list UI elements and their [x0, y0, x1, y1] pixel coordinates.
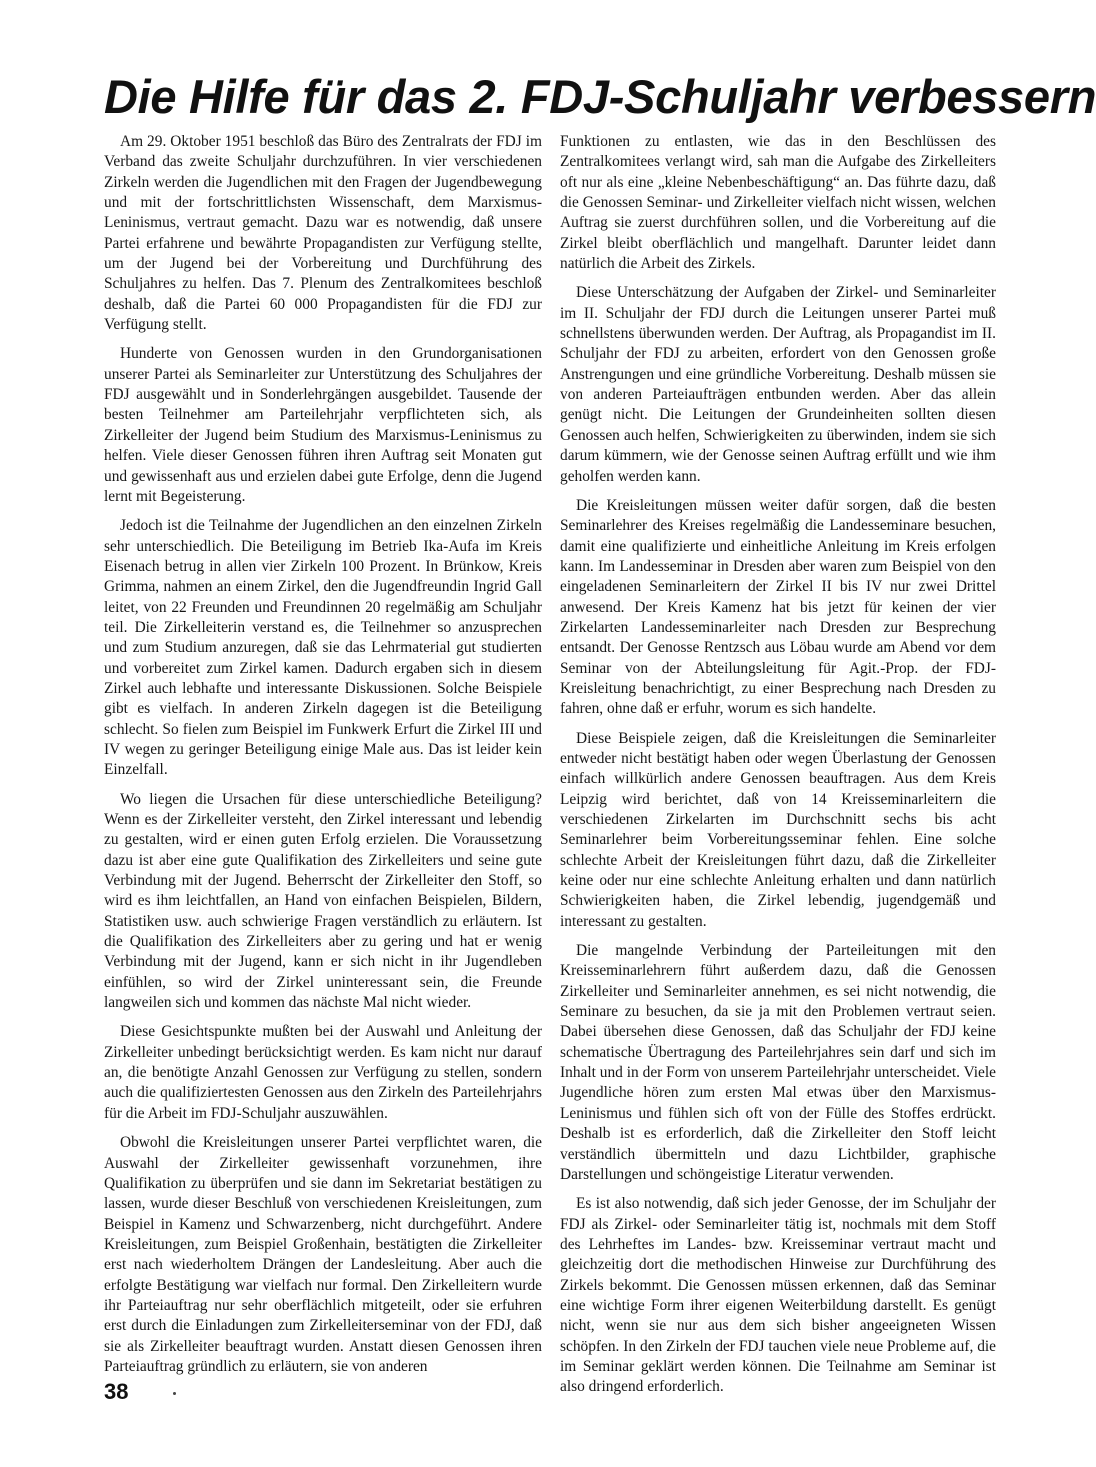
paragraph: Wo liegen die Ursachen für diese unterschiedliche Beteiligung? Wenn es der Zirkelleiter versteht, den Zirkel interessant und lebendig zu gestalten, wird er einen guten Erfolg erzielen. Die Voraussetzung dazu ist aber eine gute Qualifikation des Zirkelleiters und seine gute Verbindung mit der Jugend. Beherrscht der Zirkelleiter den Stoff, so wird es ihm leichtfallen, an Hand von einfachen Beispielen, Bildern, Statistiken usw. auch schwierige Fragen verständlich zu erläutern. Ist die Qualifikation des Zirkelleiters aber zu gering und hat er wenig Verbindung mit der Jugend, kann er sich nicht in ihr Jugendleben einfühlen, so wird der Zirkel uninteressant sein, die Freunde langweilen sich und kommen das nächste Mal nicht wieder. [104, 790, 542, 1012]
paragraph: Die Kreisleitungen müssen weiter dafür sorgen, daß die besten Seminarlehrer des Kreises regelmäßig die Landesseminare besuchen, damit eine qualifizierte und einheitliche Anleitung im Kreis erfolgen kann. Im Landesseminar in Dresden aber waren zum Beispiel von den eingeladenen Seminarleitern der Zirkel II bis IV nur zwei Drittel anwesend. Der Kreis Kamenz hat bis jetzt für keinen der vier Zirkelarten Landesseminarleiter nach Dresden zur Besprechung entsandt. Der Genosse Rentzsch aus Löbau wurde am Abend vor dem Seminar von der Abteilungsleitung für Agit.-Prop. der FDJ-Kreisleitung benachrichtigt, zu einer Besprechung nach Dresden zu fahren, ohne daß er erfuhr, worum es sich handelte. [560, 496, 996, 718]
print-speck [173, 1392, 176, 1395]
paragraph: Hunderte von Genossen wurden in den Grundorganisationen unserer Partei als Seminarleiter zur Unterstützung des Schuljahres der FDJ ausgewählt und in Sonderlehrgängen ausgebildet. Tausende der besten Teilnehmer am Parteilehrjahr verpflichteten sich, als Zirkelleiter der Jugend beim Studium des Marxismus-Leninismus zu helfen. Viele dieser Genossen führen ihren Auftrag seit Monaten gut und gewissenhaft aus und erzielen dabei gute Erfolge, denn die Jugend lernt mit Begeisterung. [104, 345, 542, 505]
paragraph: Diese Gesichtspunkte mußten bei der Auswahl und Anleitung der Zirkelleiter unbedingt berücksichtigt werden. Es kam nicht nur darauf an, die benötigte Anzahl Genossen zur Verfügung zu stellen, sondern auch die qualifiziertesten Genossen aus den Zirkeln des Parteilehrjahrs für die Arbeit im FDJ-Schuljahr auszuwählen. [104, 1023, 542, 1122]
right-text-column [560, 132, 996, 1396]
paragraph: Am 29. Oktober 1951 beschloß das Büro des Zentralrats der FDJ im Verband das zweite Schuljahr durchzuführen. In vier verschiedenen Zirkeln werden die Jugendlichen mit den Fragen der Jugendbewegung und mit der fortschrittlichsten Wissenschaft, dem Marxismus-Leninismus, vertraut gemacht. Dazu war es notwendig, daß unsere Partei erfahrene und bewährte Propagandisten zur Verfügung stellte, um der Jugend bei der Vorbereitung und Durchführung des Schuljahres zu helfen. Das 7. Plenum des Zentralkomitees beschloß deshalb, daß die Partei 60 000 Propagandisten für die FDJ zur Verfügung stellt. [104, 133, 542, 334]
left-text-column [104, 132, 542, 1375]
paragraph: Diese Unterschätzung der Aufgaben der Zirkel- und Seminarleiter im II. Schuljahr der FDJ durch die Leitungen unserer Partei muß schnellstens überwunden werden. Der Auftrag, als Propagandist im II. Schuljahr der FDJ zu arbeiten, erfordert von den Genossen große Anstrengungen und eine gründliche Vorbereitung. Deshalb müssen sie von anderen Parteiaufträgen entbunden werden. Aber das allein genügt nicht. Die Leitungen der Grundeinheiten sollten diesen Genossen auch helfen, Schwierigkeiten zu überwinden, indem sie sich darum kümmern, wie der Genosse seinen Auftrag erfüllt und wie ihm geholfen werden kann. [560, 284, 996, 485]
paragraph: Es ist also notwendig, daß sich jeder Genosse, der im Schuljahr der FDJ als Zirkel- oder Seminarleiter tätig ist, nochmals mit dem Stoff des Lehrheftes im Landes- bzw. Kreisseminar vertraut macht und gleichzeitig dort die methodischen Hinweise zur Durchführung des Zirkels bekommt. Die Genossen müssen erkennen, daß das Seminar eine wichtige Form ihrer eigenen Weiterbildung darstellt. Es genügt nicht, wenn sie nur aus dem sich bisher angeeigneten Wissen schöpfen. In den Zirkeln der FDJ tauchen viele neue Probleme auf, die im Seminar geklärt werden können. Die Teilnahme am Seminar ist also dringend erforderlich. [560, 1195, 996, 1396]
paragraph: Obwohl die Kreisleitungen unserer Partei verpflichtet waren, die Auswahl der Zirkelleiter gewissenhaft vorzunehmen, ihre Qualifikation zu überprüfen und sie dann im Sekretariat bestätigen zu lassen, wurde dieser Beschluß von verschiedenen Kreisleitungen, zum Beispiel in Kamenz und Schwarzenberg, nicht durchgeführt. Andere Kreisleitungen, zum Beispiel Großenhain, bestätigten die Zirkelleiter erst nach wiederholtem Drängen der Landesleitung. Aber auch die erfolgte Bestätigung war vielfach nur formal. Den Zirkelleitern wurde ihr Parteiauftrag nur sehr oberflächlich mitgeteilt, oder sie erfuhren erst durch die Einladungen zum Zirkelleiterseminar von der FDJ, daß sie als Zirkelleiter beauftragt wurden. Anstatt diesen Genossen ihren Parteiauftrag gründlich zu erläutern, sie von anderen [104, 1134, 542, 1375]
paragraph: Diese Beispiele zeigen, daß die Kreisleitungen die Seminarleiter entweder nicht bestätigt haben oder wegen Überlastung der Genossen einfach willkürlich andere Genossen beauftragen. Aus dem Kreis Leipzig wird berichtet, daß von 14 Kreisseminarleitern die verschiedenen Zirkelarten im Durchschnitt sechs bis acht Seminarlehrer beim Vorbereitungsseminar fehlen. Eine solche schlechte Arbeit der Kreisleitungen führt dazu, daß die Zirkelleiter keine oder nur eine schlechte Anleitung erhalten und dann natürlich Schwierigkeiten haben, die Zirkel lebendig, jugendgemäß und interessant zu gestalten. [560, 729, 996, 930]
paragraph: Funktionen zu entlasten, wie das in den Beschlüssen des Zentralkomitees verlangt wird, sah man die Aufgabe des Zirkelleiters oft nur als eine „kleine Nebenbeschäftigung“ an. Das führte dazu, daß die Genossen Seminar- und Zirkelleiter vielfach nicht wissen, welchen Auftrag sie zuerst durchführen sollen, und die Vorbereitung auf die Zirkel bleibt oberflächlich und mangelhaft. Darunter leidet dann natürlich die Arbeit des Zirkels. [560, 133, 996, 273]
page-number: 38 [104, 1379, 129, 1404]
paragraph: Jedoch ist die Teilnahme der Jugendlichen an den einzelnen Zirkeln sehr unterschiedlich. Die Beteiligung im Betrieb Ika-Aufa im Kreis Eisenach betrug in allen vier Zirkeln 100 Prozent. In Brünkow, Kreis Grimma, nahmen an einem Zirkel, den die Jugendfreundin Ingrid Gall leitet, von 22 Freunden und Freundinnen 20 regelmäßig am Schuljahr teil. Die Zirkelleiterin verstand es, die Teilnehmer so anzusprechen und zum Studium anzuregen, daß sie das Lehrmaterial gut studierten und vorbereitet zum Zirkel kamen. Dadurch ergaben sich in diesem Zirkel auch lebhafte und interessante Diskussionen. Solche Beispiele gibt es vielfach. In anderen Zirkeln dagegen ist die Beteiligung schlecht. So fielen zum Beispiel im Funkwerk Erfurt die Zirkel III und IV wegen zu geringer Beteiligung einige Male aus. Das ist leider kein Einzelfall. [104, 517, 542, 779]
paragraph: Die mangelnde Verbindung der Parteileitungen mit den Kreisseminarlehrern führt außerdem dazu, daß die Genossen Zirkelleiter und Seminarleiter annehmen, es sei nicht notwendig, die Seminare zu besuchen, da sie ja mit den Problemen vertraut seien. Dabei übersehen diese Genossen, daß das Schuljahr der FDJ keine schematische Übertragung des Parteilehrjahres sein darf und sich im Inhalt und in der Form von unserem Parteilehrjahr unterscheidet. Viele Jugendliche hören zum ersten Mal etwas über den Marxismus-Leninismus und fühlen sich oft von der Fülle des Stoffes erdrückt. Deshalb ist es erforderlich, daß die Zirkelleiter den Stoff leicht verständlich übermitteln und dazu Lichtbilder, graphische Darstellungen und schöngeistige Literatur verwenden. [560, 942, 996, 1183]
article-headline: Die Hilfe für das 2. FDJ-Schuljahr verbessern [104, 70, 1096, 123]
